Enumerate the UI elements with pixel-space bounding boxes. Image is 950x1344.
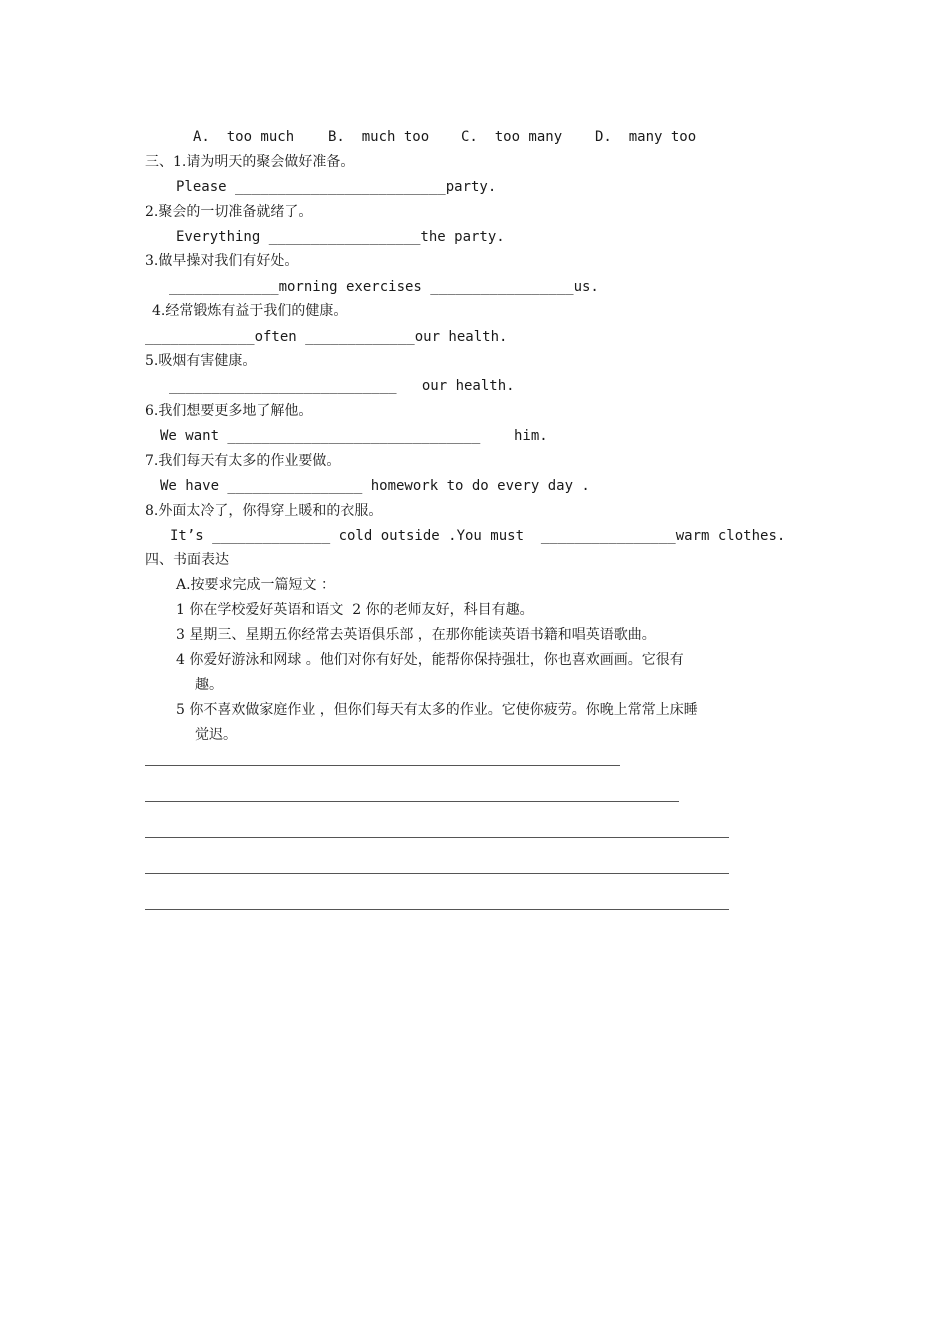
writing-point-3: 3 星期三、星期五你经常去英语俱乐部 ，在那你能读英语书籍和唱英语歌曲。	[176, 627, 656, 643]
q4-english: _____________often _____________our health.	[145, 329, 508, 345]
q2-english: Everything __________________the party.	[176, 229, 505, 245]
q7-chinese: 7.我们每天有太多的作业要做。	[145, 453, 341, 469]
q5-chinese: 5.吸烟有害健康。	[145, 353, 257, 369]
section4-subtitle: A.按要求完成一篇短文 ：	[176, 577, 336, 593]
answer-line-2	[145, 801, 679, 802]
q2-chinese: 2.聚会的一切准备就绪了。	[145, 204, 313, 220]
option-a: A. too much	[193, 129, 295, 145]
q1-english: Please _________________________party.	[176, 179, 497, 195]
q6-chinese: 6.我们想要更多地了解他。	[145, 403, 313, 419]
option-c: C. too many	[461, 129, 563, 145]
q8-chinese: 8.外面太冷了，你得穿上暖和的衣服。	[145, 503, 383, 519]
writing-point-1: 1 你在学校爱好英语和语文 2 你的老师友好，科目有趣。	[176, 602, 534, 618]
answer-line-4	[145, 873, 729, 874]
writing-point-4: 4 你爱好游泳和网球 。他们对你有好处，能帮你保持强壮，你也喜欢画画。它很有	[176, 652, 684, 668]
q6-english: We want ______________________________ him.	[160, 428, 548, 444]
writing-point-5-cont: 觉迟。	[195, 727, 237, 743]
option-b: B. much too	[328, 129, 430, 145]
answer-line-3	[145, 837, 729, 838]
q8-english: It’s ______________ cold outside .You must ________________warm clothes.	[170, 528, 786, 544]
section4-title: 四、书面表达	[145, 552, 229, 568]
q5-english: ___________________________ our health.	[169, 378, 515, 394]
q1-chinese: 三、1.请为明天的聚会做好准备。	[145, 154, 355, 170]
option-d: D. many too	[595, 129, 697, 145]
q3-english: _____________morning exercises _________________us.	[169, 279, 599, 295]
q3-chinese: 3.做早操对我们有好处。	[145, 253, 299, 269]
answer-line-5	[145, 909, 729, 910]
q7-english: We have ________________ homework to do every day .	[160, 478, 590, 494]
writing-point-4-cont: 趣。	[195, 677, 223, 693]
writing-point-5: 5 你不喜欢做家庭作业 ，但你们每天有太多的作业。它使你疲劳。你晚上常常上床睡	[176, 702, 698, 718]
q4-chinese: 4.经常锻炼有益于我们的健康。	[152, 303, 348, 319]
answer-line-1	[145, 765, 620, 766]
